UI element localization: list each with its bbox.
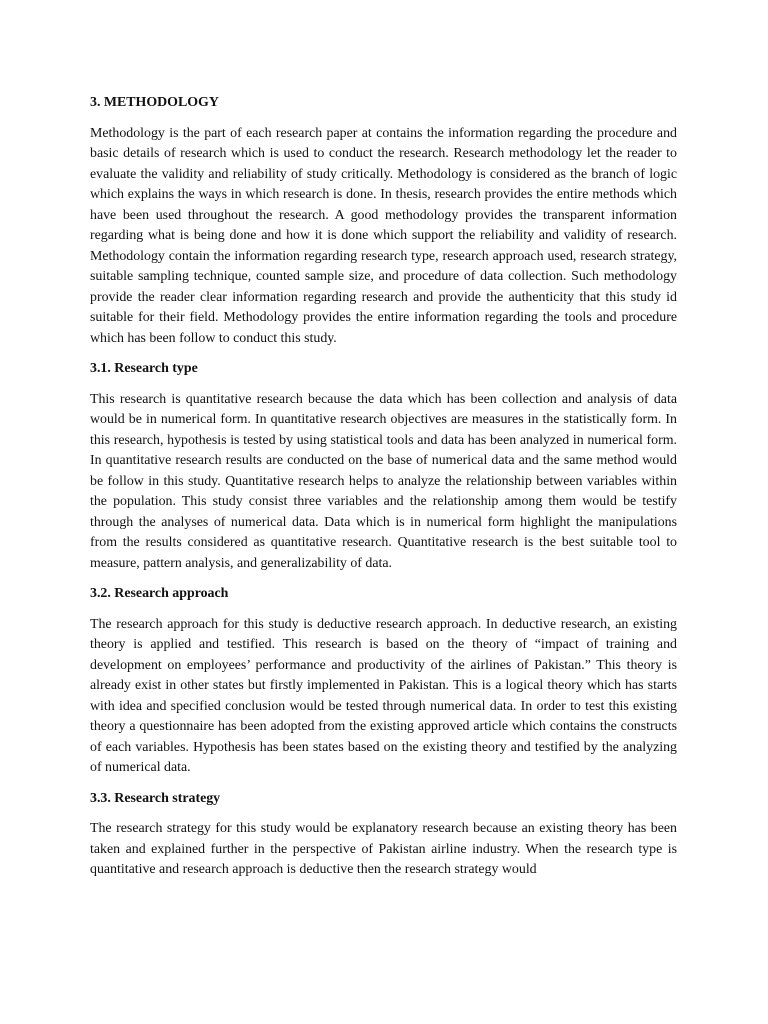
- section-paragraph-research-type: This research is quantitative research because the data which has been collection and analysis of data would be in numerical form. In quantitative research objectives are measures in the statistically form. In this research, hypothesis is tested by using statistical tools and data has been analyzed in numerical form. In quantitative research results are conducted on the base of numerical data and the same method would be follow in this study. Quantitative research helps to analyze the relationship between variables within the population. This study consist three variables and the relationship among them would be testify through the analyses of numerical data. Data which is in numerical form highlight the manipulations from the results considered as quantitative research. Quantitative research is the best suitable tool to measure, pattern analysis, and generalizability of data.: [90, 391, 677, 571]
- section-heading-methodology: 3. METHODOLOGY: [90, 95, 219, 110]
- document-body: [90, 93, 677, 881]
- section-heading-research-strategy: 3.3. Research strategy: [90, 790, 221, 806]
- section-paragraph-methodology: Methodology is the part of each research paper at contains the information regarding the procedure and basic details of research which is used to conduct the research. Research methodology let the reader to evaluate the validity and reliability of study critically. Methodology is considered as the branch of logic which explains the ways in which research is done. In thesis, research provides the entire methods which have been used throughout the research. A good methodology provides the transparent information regarding what is being done and how it is done which support the reliability and validity of research. Methodology contain the information regarding research type, research approach used, research strategy, suitable sampling technique, counted sample size, and procedure of data collection. Such methodology provide the reader clear information regarding research and provide the authenticity that this study id suitable for their field. Methodology provides the entire information regarding the tools and procedure which has been follow to conduct this study.: [90, 125, 677, 346]
- section-paragraph-research-strategy: The research strategy for this study would be explanatory research because an existing theory has been taken and explained further in the perspective of Pakistan airline industry. When the research type is quantitative and research approach is deductive then the research strategy would: [90, 821, 677, 877]
- section-paragraph-research-approach: The research approach for this study is deductive research approach. In deductive research, an existing theory is applied and testified. This research is based on the theory of “impact of training and development on employees’ performance and productivity of the airlines of Pakistan.” This theory is already exist in other states but firstly implemented in Pakistan. This is a logical theory which has starts with idea and specified conclusion would be tested through numerical data. In order to test this existing theory a questionnaire has been adopted from the existing approved article which contains the constructs of each variables. Hypothesis has been states based on the existing theory and testified by the analyzing of numerical data.: [90, 616, 677, 775]
- section-heading-research-approach: 3.2. Research approach: [90, 586, 229, 601]
- section-heading-research-type: 3.1. Research type: [90, 361, 198, 376]
